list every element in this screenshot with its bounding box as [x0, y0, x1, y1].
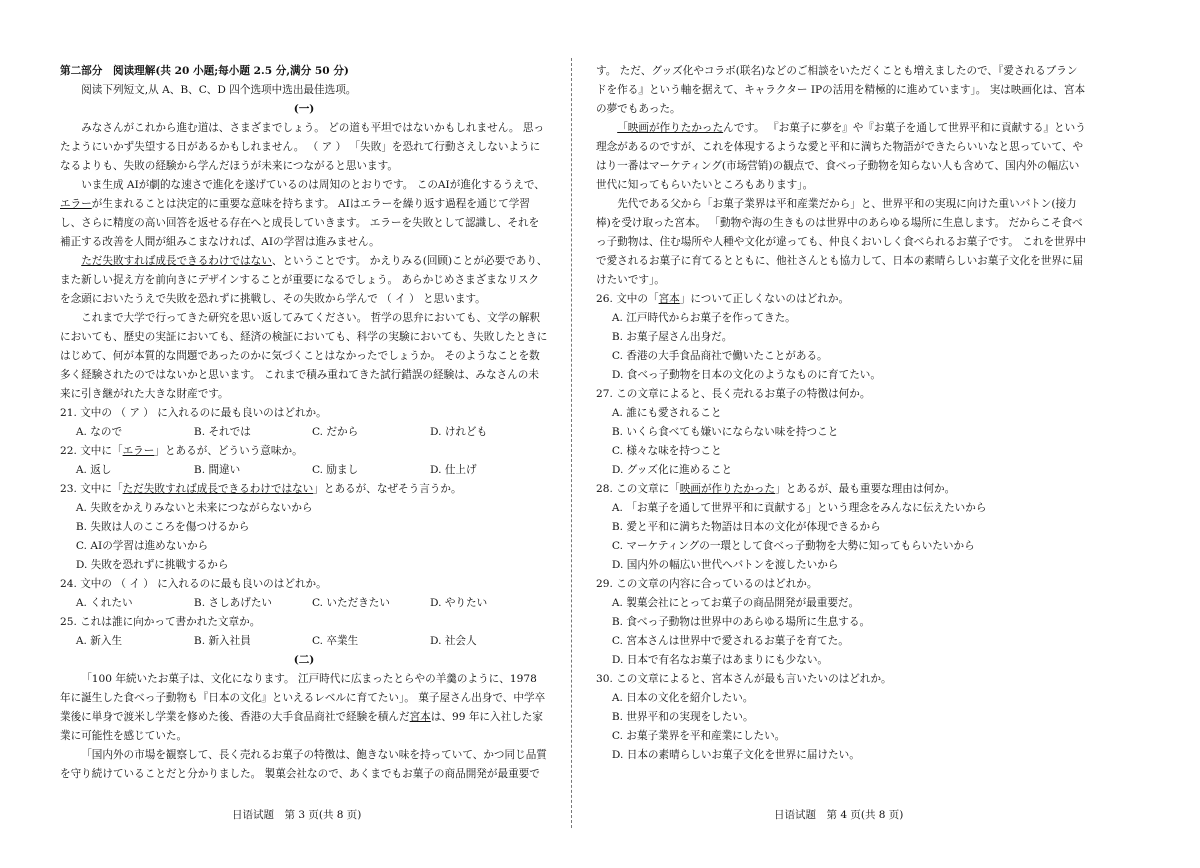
option: C. いただきたい: [311, 597, 390, 609]
option: D. 失敗を恐れずに挑戦するから: [75, 559, 229, 571]
option: B. 愛と平和に満ちた物語は日本の文化が体现できるから: [611, 521, 881, 533]
option: C. 香港の大手食品商社で働いたことがある。: [611, 350, 828, 362]
option: B. いくら食べても嫌いにならない味を持つこと: [611, 426, 839, 438]
underlined-phrase: ただ失敗すれば成長できるわけではない: [81, 255, 272, 267]
text-span: 」とあるが、どういう意味か。: [154, 445, 303, 457]
underlined-name: 宮本: [409, 711, 431, 723]
option: B. 新入社員: [193, 635, 251, 647]
right-page: [596, 62, 1086, 765]
option: D. やりたい: [429, 597, 488, 609]
passage-1-paragraph-2: [60, 176, 548, 252]
option: B. さしあげたい: [193, 597, 273, 609]
passage-1-label: (一): [293, 103, 315, 115]
left-page: [60, 62, 548, 784]
option: B. 間違い: [193, 464, 241, 476]
passage-2-paragraph-3: [596, 119, 1086, 195]
question-22-options: [60, 461, 548, 480]
text-span: 」について正しくないのはどれか。: [679, 293, 850, 305]
passage-1-paragraph-1: みなさんがこれから進む道は、さまざまでしょう。 どの道も平坦ではないかもしれません。 思ったようにいかず失望する日があるかもしれません。 （ ア ） 「失敗」を恐れて行動さえしないようになるよりも、失敗の経験から学んだほうが未来につながると思います。: [60, 122, 545, 172]
passage-2-paragraph-2: 「国内外の市場を観察して、長く売れるお菓子の特徴は、飽きない味を持っていて、かつ同じ品質を守り続けていることだと分かりました。 製菓会社なので、あくまでもお菓子の商品開発が最重要で: [60, 749, 547, 780]
option: A. 「お菓子を通して世界平和に貢献する」という理念をみんなに伝えたいから: [611, 502, 987, 514]
text-span: 26. 文中の「: [596, 293, 659, 305]
option: A. 製菓会社にとってお菓子の商品開発が最重要だ。: [611, 597, 860, 609]
option: D. グッズ化に進めること: [611, 464, 733, 476]
underlined-term: 宮本: [658, 293, 680, 305]
passage-1-paragraph-3: [60, 252, 548, 309]
passage-2-paragraph-1: [60, 670, 548, 746]
option: A. 返し: [75, 464, 112, 476]
question-24: 24. 文中の （ イ ） に入れるのに最も良いのはどれか。: [60, 578, 327, 590]
question-26: [596, 290, 1086, 309]
question-28: [596, 480, 1086, 499]
option: C. マーケティングの一環として食べっ子動物を大勢に知ってもらいたいから: [611, 540, 975, 552]
option: C. AIの学習は進めないから: [75, 540, 209, 552]
text-span: 」とあるが、なぜそう言うか。: [313, 483, 462, 495]
option: D. 食べっ子動物を日本の文化のようなものに育てたい。: [611, 369, 881, 381]
option: D. けれども: [429, 426, 488, 438]
option: A. 日本の文化を紹介したい。: [611, 692, 754, 704]
question-27: 27. この文章によると、長く売れるお菓子の特徴は何か。: [596, 388, 871, 400]
option: C. 宮本さんは世界中で愛されるお菓子を育てた。: [611, 635, 849, 647]
option: C. 励まし: [311, 464, 359, 476]
option: D. 社会人: [429, 635, 477, 647]
option: A. なので: [75, 426, 123, 438]
underlined-error: エラー: [60, 198, 92, 210]
text-span: いま生成 AIが劇的な速さで進化を遂げているのは周知のとおりです。 このAIが進化するうえで、: [81, 179, 545, 191]
option: B. 失敗は人のこころを傷つけるから: [75, 521, 250, 533]
question-23: [60, 480, 548, 499]
section-title: 第二部分 阅读理解(共 20 小题;每小题 2.5 分,满分 50 分): [60, 65, 349, 77]
option: D. 日本で有名なお菓子はあまりにも少ない。: [611, 654, 829, 666]
passage-2-paragraph-4: 先代である父から「お菓子業界は平和産業だから」と、世界平和の実現に向けた重いバトン(接力棒)を受け取った宮本。 「動物や海の生きものは世界中のあらゆる場所に生息します。 だからこそ食べっ子動物は、住む場所や人種や文化が違っても、仲良くおいしく食べられるお菓子です。 これを世界中で愛されるお菓子に育てるとともに、他社さんとも協力して、日本の素晴らしいお菓子文化を世界に届けたいです」。: [596, 198, 1086, 286]
text-span: 、ということです。 かえりみる(回顾)ことが必要であり、また新しい捉え方を前向きにデザインすることが重要になるでしょう。 あらかじめさまざまなリスクを念頭においたうえで失敗を恐れずに挑戦し、その失敗から学んで （ イ ） と思います。: [60, 255, 548, 305]
question-21-options: [60, 423, 548, 442]
question-25: 25. これは誰に向かって書かれた文章か。: [60, 616, 261, 628]
option: D. 仕上げ: [429, 464, 477, 476]
question-29: 29. この文章の内容に合っているのはどれか。: [596, 578, 818, 590]
text-span: が生まれることは決定的に重要な意味を持ちます。 AIはエラーを繰り返す過程を通じて学習し、さらに精度の高い回答を返せる存在へと成長していきます。 エラーを失敗として認識し、それを補正する改善を人間が組みこまなければ、AIの学習は進みません。: [60, 198, 540, 248]
text-span: 28. この文章に「: [596, 483, 680, 495]
option: A. 新入生: [75, 635, 123, 647]
option: D. 国内外の幅広い世代へバトンを渡したいから: [611, 559, 839, 571]
question-21: 21. 文中の （ ア ） に入れるのに最も良いのはどれか。: [60, 407, 327, 419]
instruction: 阅读下列短文,从 A、B、C、D 四个选项中选出最佳选项。: [81, 84, 357, 96]
text-span: 「100 年続いたお菓子は、文化になります。 江戸時代に広まったとらやの羊羹のように、1978 年に誕生した食べっ子動物も『日本の文化』といえるレベルに育てたい」。 菓子屋さん出身で、中学卒業後に単身で渡米し学業を修めた後、香港の大手食品商社で経験を積んだ: [60, 673, 546, 723]
option: A. 誰にも愛されること: [611, 407, 722, 419]
option: B. 食べっ子動物は世界中のあらゆる場所に生息する。: [611, 616, 871, 628]
passage-2-label: (二): [293, 654, 315, 666]
underlined-term: エラー: [122, 445, 155, 457]
passage-1-paragraph-4: これまで大学で行ってきた研究を思い返してみてください。 哲学の思弁においても、文学の解釈においても、歴史の実証においても、経済の検証においても、科学の実験においても、失敗したときにはじめて、何が本質的な問題であったのかに気づくことはなかったでしょうか。 そのようなことを数多く経験されたのではないかと思います。 これまで積み重ねてきた試行錯誤の経験は、みなさんの未来に引き継がれた大きな財産です。: [60, 312, 548, 400]
text-span: 23. 文中に「: [60, 483, 123, 495]
page-footer-right: 日语试题 第 4 页(共 8 页): [774, 809, 904, 821]
option: C. 様々な味を持つこと: [611, 445, 722, 457]
text-span: 22. 文中に「: [60, 445, 123, 457]
underlined-term: 映画が作りたかった: [679, 483, 776, 495]
text-span: んです。 『お菓子に夢を』や『お菓子を通して世界平和に貢献する』という理念があるのですが、これを体現するような愛と平和に満ちた物語ができたらいいなと思っていて、やはり一番はマーケティング(市场营销)の観点で、食べっ子動物を知らない人も含めて、国内外の幅広い世代に知ってもらいたいところもあります」。: [596, 122, 1086, 191]
page-divider: [571, 58, 572, 828]
option: B. お菓子屋さん出身だ。: [611, 331, 733, 343]
option: C. だから: [311, 426, 359, 438]
option: A. くれたい: [75, 597, 133, 609]
question-24-options: [60, 594, 548, 613]
underlined-term: ただ失敗すれば成長できるわけではない: [122, 483, 314, 495]
underlined-phrase: 「映画が作りたかった: [617, 122, 724, 134]
passage-2-paragraph-2-cont: す。 ただ、グッズ化やコラボ(联名)などのご相談をいただくことも増えましたので、『愛されるブランドを作る』という軸を据えて、キャラクター IPの活用を精極的に進めています」。 実は映画化は、宮本の夢でもあった。: [596, 65, 1086, 115]
option: B. 世界平和の実现をしたい。: [611, 711, 754, 723]
page-footer-left: 日语试题 第 3 页(共 8 页): [232, 809, 362, 821]
text-span: は、99 年に入社した家業に可能性を感じていた。: [60, 711, 543, 742]
option: A. 江戸時代からお菓子を作ってきた。: [611, 312, 796, 324]
question-22: [60, 442, 548, 461]
question-25-options: [60, 632, 548, 651]
text-span: 」とあるが、最も重要な理由は何か。: [775, 483, 956, 495]
option: A. 失敗をかえりみないと未来につながらないから: [75, 502, 313, 514]
option: C. お菓子業界を平和産業にしたい。: [611, 730, 786, 742]
option: C. 卒業生: [311, 635, 359, 647]
question-30: 30. この文章によると、宮本さんが最も言いたいのはどれか。: [596, 673, 892, 685]
option: D. 日本の素晴らしいお菓子文化を世界に届けたい。: [611, 749, 860, 761]
option: B. それでは: [193, 426, 251, 438]
